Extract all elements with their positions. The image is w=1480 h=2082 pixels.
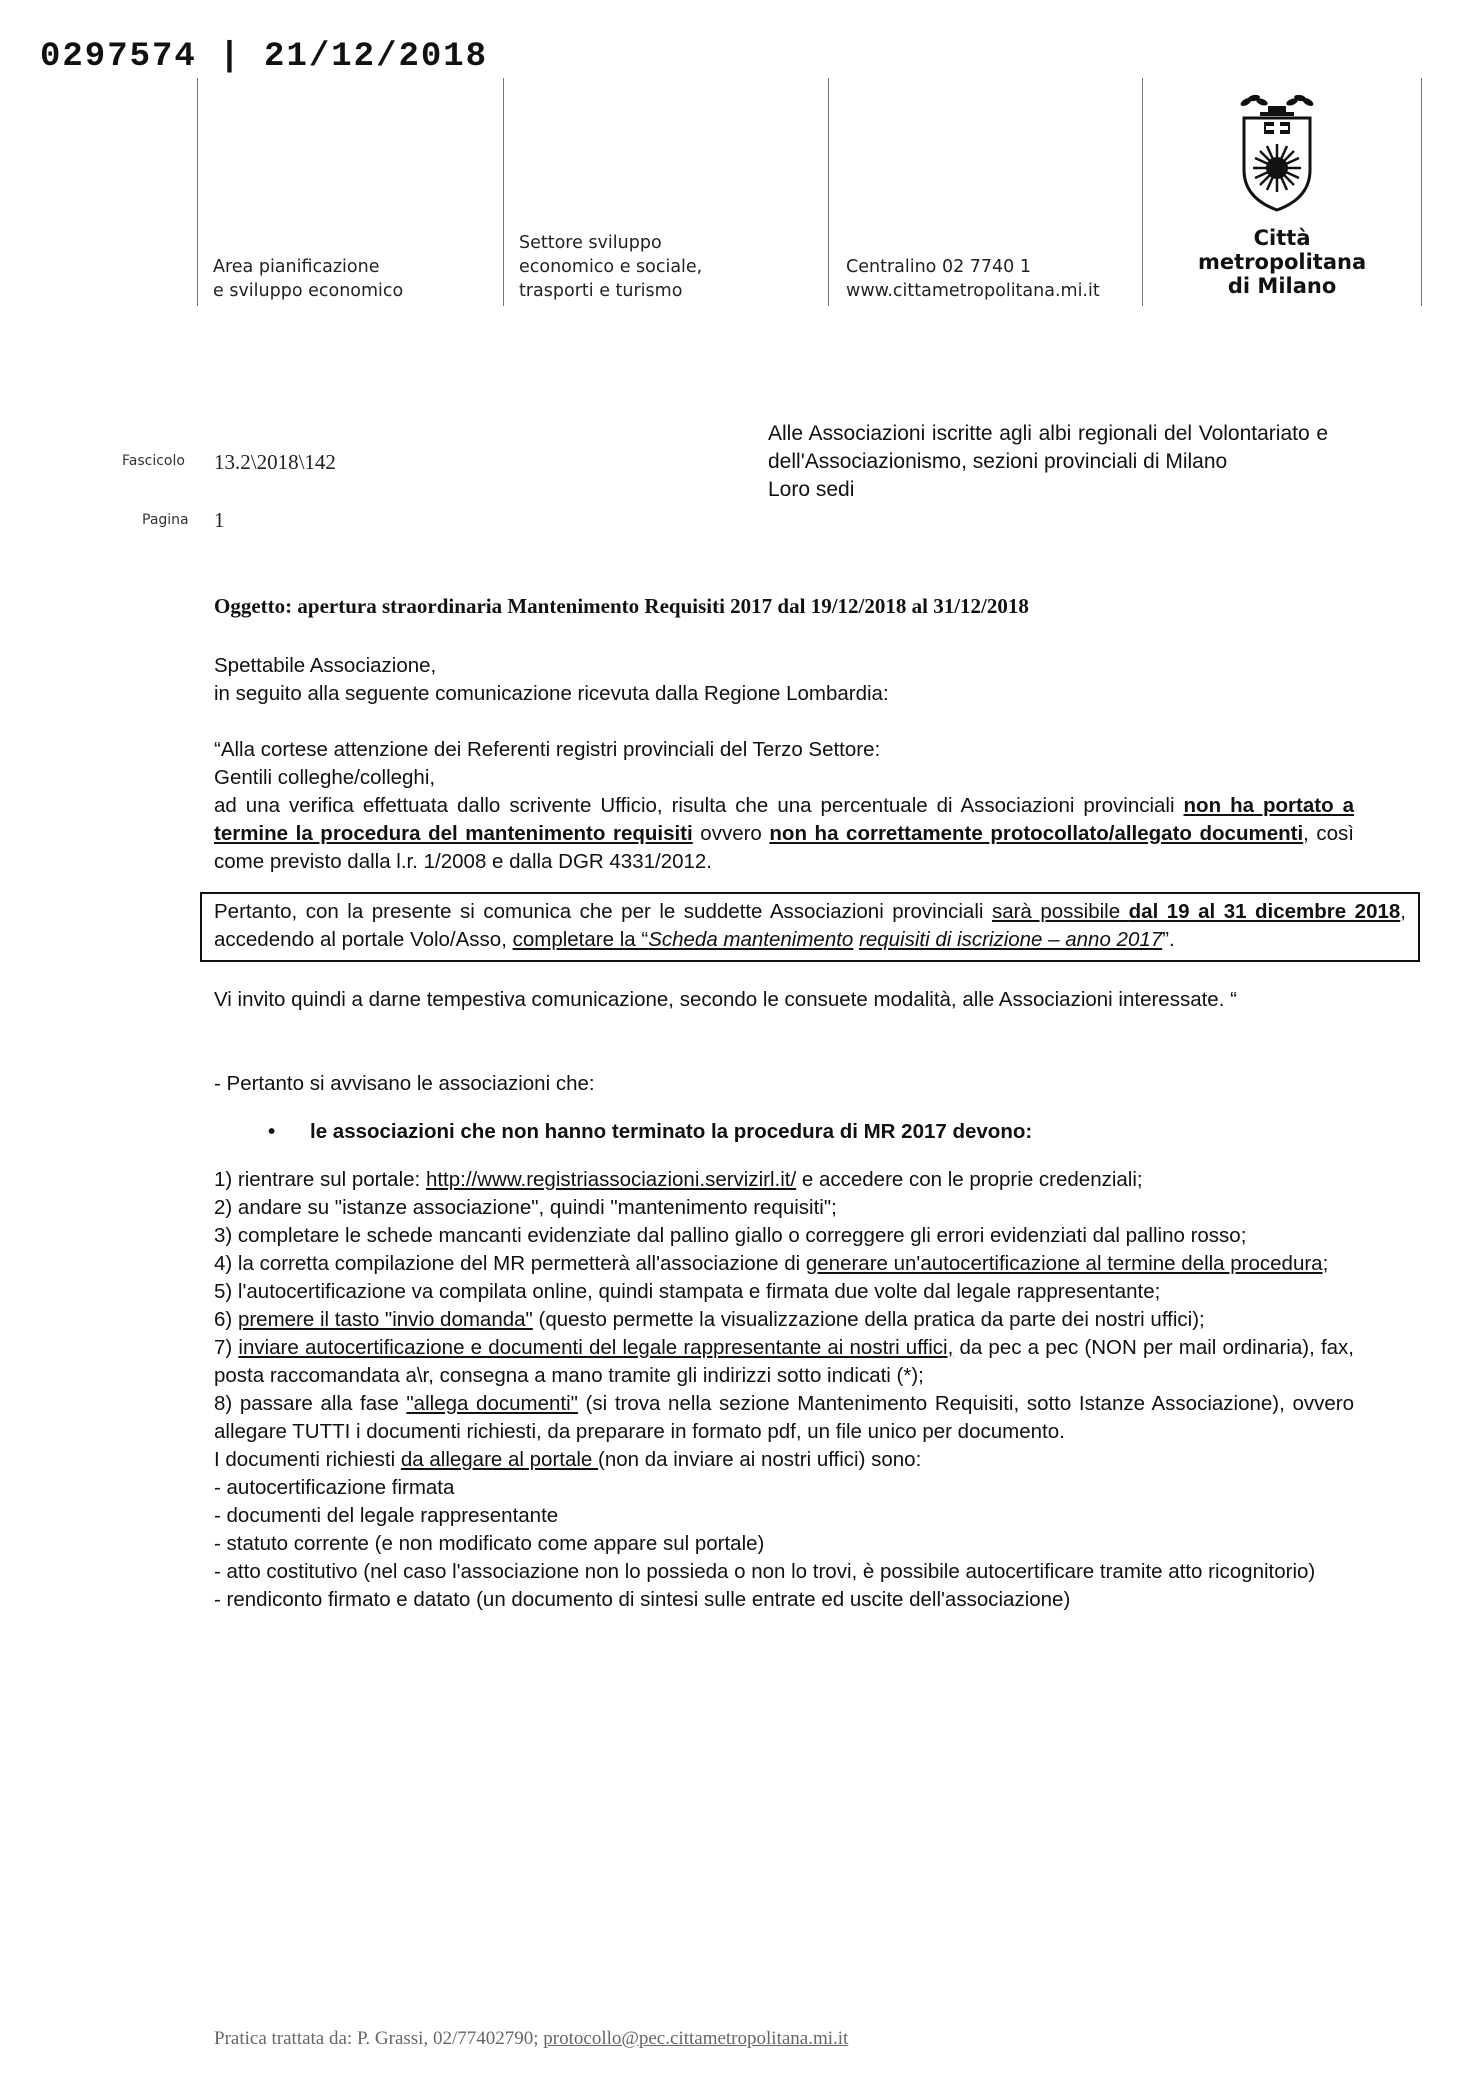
header-divider: [197, 78, 198, 306]
step-item: 7) inviare autocertificazione e documenti del legale rappresentante ai nostri uffici, da pec a pec (NON per mail ordinaria), fax, posta raccomandata a\r, consegna a mano tramite gli indirizzi sotto indicati (*);: [214, 1336, 1354, 1387]
document-item: - statuto corrente (e non modificato come appare sul portale): [214, 1532, 765, 1555]
portal-link[interactable]: http://www.registriassociazioni.servizirl.it/: [425, 1168, 797, 1191]
header-divider: [1421, 78, 1422, 306]
quote-line: “Alla cortese attenzione dei Referenti registri provinciali del Terzo Settore:: [214, 738, 881, 761]
coat-of-arms-icon: [1232, 92, 1322, 214]
greeting-line: Spettabile Associazione,: [214, 654, 437, 677]
letter-body: [214, 652, 1406, 1614]
protocol-number: 0297574: [40, 38, 197, 76]
subject-line: Oggetto: apertura straordinaria Mantenimento Requisiti 2017 dal 19/12/2018 al 31/12/2018: [214, 594, 1029, 618]
document-item: - autocertificazione firmata: [214, 1476, 455, 1499]
bullet-icon: •: [268, 1120, 276, 1143]
pagina-value: 1: [214, 508, 225, 532]
step-item: 1) rientrare sul portale: http://www.registriassociazioni.servizirl.it/ e accedere con le proprie credenziali;: [214, 1168, 1143, 1191]
notice-intro: - Pertanto si avvisano le associazioni che:: [214, 1072, 595, 1095]
header-divider: [1142, 78, 1143, 306]
step-item: 4) la corretta compilazione del MR permetterà all'associazione di generare un'autocertificazione al termine della procedura;: [214, 1252, 1329, 1275]
logo-text: Città metropolitana di Milano: [1198, 226, 1367, 298]
fascicolo-value: 13.2\2018\142: [214, 450, 336, 474]
footer: Pratica trattata da: P. Grassi, 02/77402790; protocollo@pec.cittametropolitana.mi.it: [214, 2028, 849, 2049]
greeting-line: in seguito alla seguente comunicazione ricevuta dalla Regione Lombardia:: [214, 682, 889, 705]
step-item: 3) completare le schede mancanti evidenziate dal pallino giallo o correggere gli errori evidenziati dal pallino rosso;: [214, 1224, 1247, 1247]
document-item: - rendiconto firmato e datato (un documento di sintesi sulle entrate ed uscite dell'associazione): [214, 1588, 1071, 1611]
footer-email-link[interactable]: protocollo@pec.cittametropolitana.mi.it: [543, 2028, 849, 2049]
pagina-label: Pagina: [142, 512, 189, 528]
quote-paragraph: ad una verifica effettuata dallo scrivente Ufficio, risulta che una percentuale di Associazioni provinciali non ha portato a termine la procedura del mantenimento requisiti ovvero non ha correttamente protocollato/allegato documenti, così come previsto dalla l.r. 1/2008 e dalla DGR 4331/2012.: [214, 794, 1355, 873]
boxed-notice: Pertanto, con la presente si comunica che per le suddette Associazioni provinciali sarà possibile dal 19 al 31 dicembre 2018, accedendo al portale Volo/Asso, completare la “Scheda mantenimento requisiti di iscrizione – anno 2017”.: [200, 892, 1420, 962]
step-item: 8) passare alla fase "allega documenti" (si trova nella sezione Mantenimento Requisiti, sotto Istanze Associazione), ovvero allegare TUTTI i documenti richiesti, da preparare in formato pdf, un file unico per documento.: [214, 1392, 1354, 1443]
step-item: 6) premere il tasto "invio domanda" (questo permette la visualizzazione della pratica da parte dei nostri uffici);: [214, 1308, 1205, 1331]
header-divider: [828, 78, 829, 306]
header-area: Area pianificazione e sviluppo economico: [213, 257, 404, 301]
quote-line: Gentili colleghe/colleghi,: [214, 766, 436, 789]
protocol-stamp: [40, 38, 488, 76]
recipient-address: Alle Associazioni iscritte agli albi regionali del Volontariato e dell'Associazionismo, sezioni provinciali di Milano Loro sedi: [768, 422, 1328, 501]
quote-closing: Vi invito quindi a darne tempestiva comunicazione, secondo le consuete modalità, alle Associazioni interessate. “: [214, 988, 1237, 1011]
header-settore: Settore sviluppo economico e sociale, trasporti e turismo: [519, 233, 703, 301]
header-divider: [503, 78, 504, 306]
documents-intro: I documenti richiesti da allegare al portale (non da inviare ai nostri uffici) sono:: [214, 1448, 922, 1471]
notice-bullet: • le associazioni che non hanno terminato la procedura di MR 2017 devono:: [214, 1118, 1354, 1146]
protocol-separator: |: [219, 38, 242, 76]
document-item: - atto costitutivo (nel caso l'associazione non lo possieda o non lo trovi, è possibile autocertificare tramite atto ricognitorio): [214, 1560, 1316, 1583]
step-item: 5) l'autocertificazione va compilata online, quindi stampata e firmata due volte dal legale rappresentante;: [214, 1280, 1161, 1303]
header-contact: Centralino 02 7740 1 www.cittametropolitana.mi.it: [846, 257, 1100, 301]
step-item: 2) andare su "istanze associazione", quindi "mantenimento requisiti";: [214, 1196, 837, 1219]
protocol-date: 21/12/2018: [264, 38, 489, 76]
document-item: - documenti del legale rappresentante: [214, 1504, 559, 1527]
fascicolo-label: Fascicolo: [122, 453, 185, 469]
